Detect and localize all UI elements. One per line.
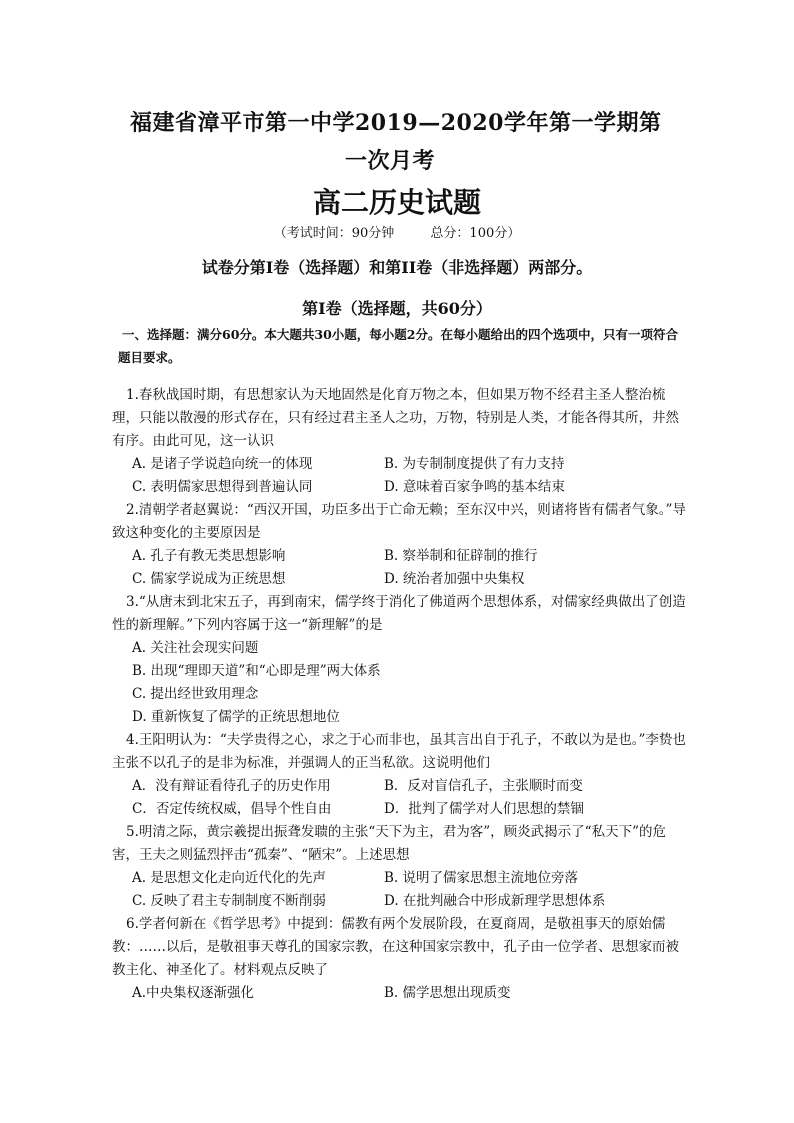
option-d: D. 统治者加强中央集权 xyxy=(384,571,525,587)
question-1 xyxy=(112,384,688,499)
option-grid xyxy=(112,867,688,913)
title-line-1: 福建省漳平市第一中学2019—2020学年第一学期第 xyxy=(130,110,662,136)
question-list xyxy=(112,384,688,1005)
option-c: C. 反映了君主专制制度不断削弱 xyxy=(132,893,326,909)
option-b: B. 出现“理即天道”和“心即是理”两大体系 xyxy=(132,663,381,679)
total-score: 总分：100分） xyxy=(430,226,521,241)
subject-title: 高二历史试题 xyxy=(312,186,481,219)
option-d: D. 意味着百家争鸣的基本结束 xyxy=(384,479,565,495)
option-c: C. 儒家学说成为正统思想 xyxy=(132,571,286,587)
question-6 xyxy=(112,913,688,1005)
option-a: A．没有辩证看待孔子的历史作用 xyxy=(132,778,331,794)
option-d: D．批判了儒学对人们思想的禁锢 xyxy=(384,801,584,817)
option-list xyxy=(112,637,688,729)
option-grid xyxy=(112,775,688,821)
question-stem: 6.学者何新在《哲学思考》中提到：儒教有两个发展阶段，在夏商周，是敬祖事天的原始儒教：……以后，是敬祖事天尊孔的国家宗教，在这种国家宗教中，孔子由一位学者、思想家而被教主化、神圣化了。材料观点反映了 xyxy=(112,916,679,978)
option-b: B. 为专制制度提供了有力支持 xyxy=(384,456,565,472)
option-a: A. 关注社会现实问题 xyxy=(132,640,259,656)
option-c: C. 表明儒家思想得到普遍认同 xyxy=(132,479,313,495)
option-grid xyxy=(112,545,688,591)
option-b: B．反对盲信孔子，主张顺时而变 xyxy=(384,778,583,794)
option-a: A. 是思想文化走向近代化的先声 xyxy=(132,870,326,886)
option-a: A.中央集权逐渐强化 xyxy=(132,985,255,1001)
question-stem: 1.春秋战国时期，有思想家认为天地固然是化育万物之本，但如果万物不经君主圣人整治梳理，只能以散漫的形式存在，只有经过君主圣人之功，万物，特别是人类，才能各得其所，井然有序。由此可见，这一认识 xyxy=(112,387,679,449)
question-3 xyxy=(112,591,688,729)
question-stem: 2.清朝学者赵翼说：“西汉开国，功臣多出于亡命无赖；至东汉中兴，则诸将皆有儒者气象。”导致这种变化的主要原因是 xyxy=(112,502,686,541)
part-title: 第Ⅰ卷（选择题，共60分） xyxy=(302,299,492,318)
paper-description: 试卷分第Ⅰ卷（选择题）和第II卷（非选择题）两部分。 xyxy=(201,258,593,277)
option-d: D. 重新恢复了儒学的正统思想地位 xyxy=(132,709,340,725)
option-a: A. 孔子有教无类思想影响 xyxy=(132,548,286,564)
question-stem: 3.“从唐末到北宋五子，再到南宋，儒学终于消化了佛道两个思想体系，对儒家经典做出了创造性的新理解。”下列内容属于这一“新理解”的是 xyxy=(112,594,686,633)
option-a: A. 是诸子学说趋向统一的体现 xyxy=(132,456,313,472)
question-stem: 4.王阳明认为：“夫学贵得之心，求之于心而非也，虽其言出自于孔子，不敢以为是也。”李贽也主张不以孔子的是非为标准，并强调人的正当私欲。这说明他们 xyxy=(112,732,686,771)
option-b: B. 察举制和征辟制的推行 xyxy=(384,548,538,564)
section-instructions: 一、选择题：满分60分。本大题共30小题，每小题2分。在每小题给出的四个选项中，只有一项符合题目要求。 xyxy=(118,327,678,365)
option-c: C．否定传统权威，倡导个性自由 xyxy=(132,801,332,817)
option-grid xyxy=(112,982,688,1005)
option-c: C. 提出经世致用理念 xyxy=(132,686,259,702)
option-grid xyxy=(112,453,688,499)
question-4 xyxy=(112,729,688,821)
option-b: B. 说明了儒家思想主流地位旁落 xyxy=(384,870,579,886)
exam-meta xyxy=(0,222,794,241)
option-d: D. 在批判融合中形成新理学思想体系 xyxy=(384,893,606,909)
question-2 xyxy=(112,499,688,591)
exam-title xyxy=(130,104,710,180)
option-b: B. 儒学思想出现质变 xyxy=(384,985,511,1001)
exam-time: （考试时间：90分钟 xyxy=(273,226,395,241)
title-line-2: 一次月考 xyxy=(344,148,435,174)
question-5 xyxy=(112,821,688,913)
question-stem: 5.明清之际，黄宗羲提出振聋发聩的主张“天下为主，君为客”，顾炎武揭示了“私天下”的危害，王夫之则猛烈抨击“孤秦”、“陋宋”。上述思想 xyxy=(112,824,666,863)
